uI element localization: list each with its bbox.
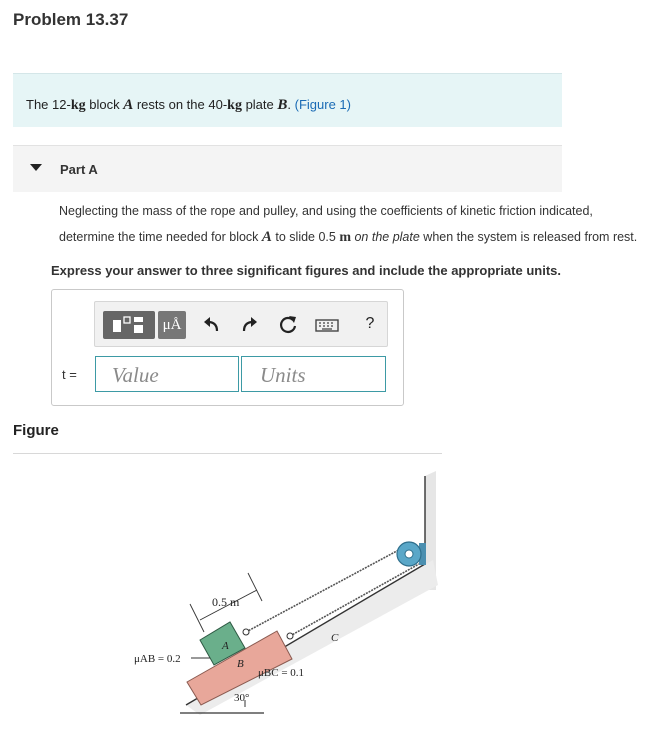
units-input[interactable]	[241, 356, 386, 392]
statement-text-4: plate	[241, 97, 278, 112]
question-var-a: A	[261, 229, 272, 245]
figure-link[interactable]: (Figure 1)	[294, 97, 351, 112]
statement-unit-kg-2: kg	[227, 98, 242, 113]
figure-heading: Figure	[13, 422, 59, 439]
redo-icon[interactable]	[238, 314, 260, 336]
templates-icon	[103, 311, 155, 339]
answer-panel	[51, 289, 404, 406]
part-label: Part A	[60, 162, 98, 177]
mu-ab-label: μAB = 0.2	[134, 653, 181, 665]
question-line-1: Neglecting the mass of the rope and pulley, and using the coefficients of kinetic friction indicated,	[59, 204, 593, 218]
question-unit-m: m	[339, 230, 351, 245]
statement-var-a: A	[123, 97, 134, 113]
help-icon[interactable]: ?	[365, 315, 375, 332]
variable-label: t =	[62, 367, 77, 382]
keyboard-icon[interactable]	[314, 314, 340, 336]
problem-statement-box	[13, 73, 562, 127]
statement-text-1: The 12-	[26, 97, 71, 112]
problem-title: Problem 13.37	[13, 10, 129, 29]
plate-label: B	[237, 658, 244, 670]
reset-icon[interactable]	[277, 314, 299, 336]
undo-icon[interactable]	[201, 314, 223, 336]
pulley-axle	[405, 550, 413, 558]
rope-hook-a	[243, 629, 249, 635]
units-button[interactable]: μÅ	[158, 311, 186, 339]
answer-instruction: Express your answer to three significant figures and include the appropriate units.	[51, 263, 561, 278]
statement-text-5: .	[287, 97, 295, 112]
distance-label: 0.5 m	[212, 595, 240, 609]
units-placeholder: Units	[260, 363, 306, 387]
statement-unit-kg-1: kg	[70, 98, 86, 113]
angle-label: 30°	[234, 692, 250, 704]
question-text-2: to slide 0.5	[271, 230, 340, 244]
question-text-3: when the system is released from rest.	[419, 230, 638, 244]
math-toolbar	[94, 301, 388, 347]
statement-var-b: B	[277, 97, 288, 113]
value-input[interactable]	[95, 356, 239, 392]
question-text-1: determine the time needed for block	[59, 230, 262, 244]
value-placeholder: Value	[112, 363, 159, 387]
block-label: A	[222, 640, 229, 652]
surface-label: C	[331, 632, 339, 644]
problem-figure	[120, 465, 450, 725]
dimension-line-left	[190, 604, 204, 632]
dimension-line-right	[248, 573, 262, 601]
collapse-caret-icon[interactable]	[30, 164, 42, 171]
part-a-header[interactable]	[13, 145, 562, 192]
question-text-italic: on the plate	[351, 230, 420, 244]
rope-hook-b	[287, 633, 293, 639]
statement-text-2: block	[85, 97, 124, 112]
problem-statement	[26, 97, 351, 114]
statement-text-3: rests on the 40-	[133, 97, 228, 112]
templates-button[interactable]	[103, 311, 155, 339]
question-line-2	[59, 229, 637, 246]
mu-bc-label: μBC = 0.1	[258, 667, 305, 679]
figure-divider	[13, 453, 442, 454]
